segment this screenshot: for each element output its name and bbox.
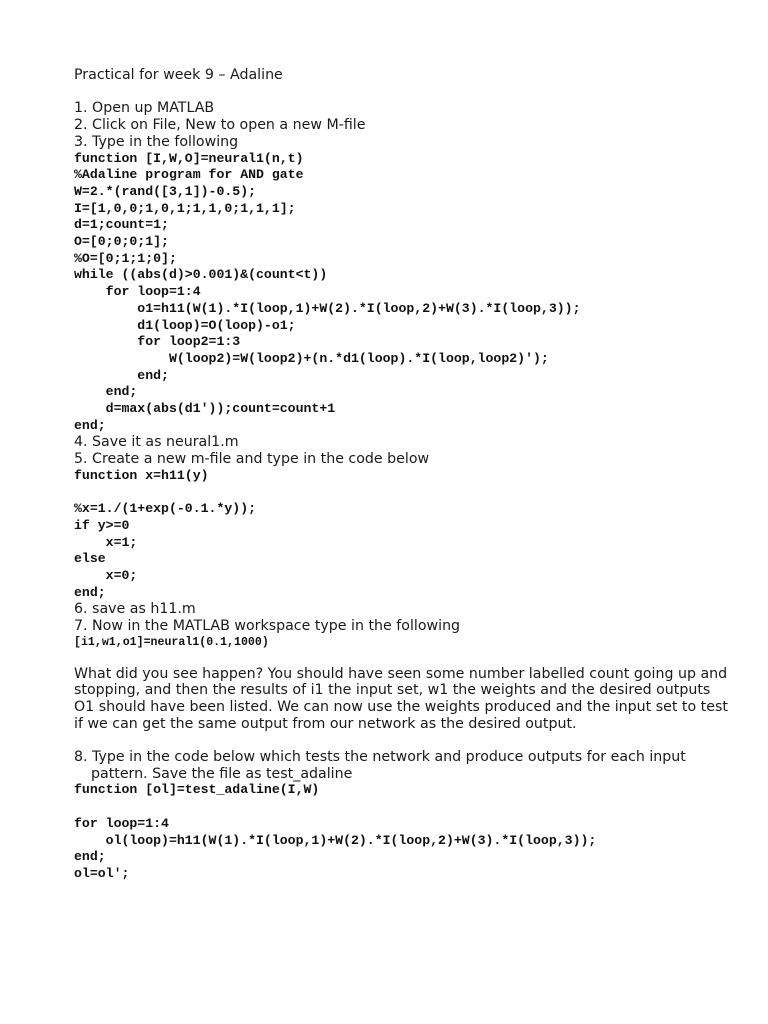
code-line: %x=1./(1+exp(-0.1.*y));	[74, 501, 257, 517]
code-line: for loop=1:4	[74, 815, 169, 831]
code-line: end;	[74, 384, 138, 400]
code-line: d=max(abs(d1'));count=count+1	[74, 401, 336, 417]
document-title: Practical for week 9 – Adaline	[74, 67, 283, 83]
code-line: for loop2=1:3	[74, 334, 241, 350]
code-line: end;	[74, 367, 169, 383]
code-line: o1=h11(W(1).*I(loop,1)+W(2).*I(loop,2)+W(3).*I(loop,3));	[74, 300, 581, 316]
code-line: d1(loop)=O(loop)-o1;	[74, 317, 296, 333]
document-page	[74, 67, 734, 883]
code-line: I=[1,0,0;1,0,1;1,1,0;1,1,1];	[74, 200, 296, 216]
code-line: end;	[74, 584, 106, 600]
code-block-neural1	[74, 151, 734, 435]
code-line: else	[74, 551, 106, 567]
code-line: function [ol]=test_adaline(I,W)	[74, 782, 320, 798]
code-line: ol=ol';	[74, 865, 130, 881]
step-2: 2. Click on File, New to open a new M-file	[74, 117, 366, 134]
code-line: x=1;	[74, 534, 138, 550]
spacer	[74, 732, 734, 749]
spacer	[74, 84, 734, 101]
code-line: end;	[74, 849, 106, 865]
code-line: if y>=0	[74, 517, 130, 533]
step-5: 5. Create a new m-file and type in the code below	[74, 451, 430, 468]
code-block-test-adaline	[74, 816, 734, 883]
spacer	[74, 652, 734, 666]
workspace-command: [i1,w1,o1]=neural1(0.1,1000)	[74, 635, 269, 649]
code-line: %O=[0;1;1;0];	[74, 250, 177, 266]
step-3: 3. Type in the following	[74, 133, 239, 150]
code-line: d=1;count=1;	[74, 217, 169, 233]
code-line: O=[0;0;0;1];	[74, 234, 169, 250]
code-line: end;	[74, 417, 106, 433]
code-line: %Adaline program for AND gate	[74, 167, 304, 183]
step-8: 8. Type in the code below which tests the network and produce outputs for each input pattern. Save the file as test_adaline	[74, 749, 686, 782]
code-line: W(loop2)=W(loop2)+(n.*d1(loop).*I(loop,loop2)');	[74, 350, 549, 366]
code-block-h11	[74, 501, 734, 601]
code-line: x=0;	[74, 568, 138, 584]
code-line: ol(loop)=h11(W(1).*I(loop,1)+W(2).*I(loop,2)+W(3).*I(loop,3));	[74, 832, 597, 848]
code-line: W=2.*(rand([3,1])-0.5);	[74, 183, 257, 199]
code-line: while ((abs(d)>0.001)&(count<t))	[74, 267, 328, 283]
spacer	[74, 485, 734, 502]
spacer	[74, 799, 734, 816]
code-line: function [I,W,O]=neural1(n,t)	[74, 150, 304, 166]
step-7: 7. Now in the MATLAB workspace type in the following	[74, 618, 461, 635]
code-line: for loop=1:4	[74, 284, 201, 300]
step-1: 1. Open up MATLAB	[74, 100, 215, 117]
explanation-paragraph: What did you see happen? You should have seen some number labelled count going up and stopping, and then the results of i1 the input set, w1 the weights and the desired outputs O1 should have been listed. We can now use the weights produced and the input set to test if we can get the same output from our network as the desired output.	[74, 665, 728, 732]
step-6: 6. save as h11.m	[74, 601, 196, 618]
step-4: 4. Save it as neural1.m	[74, 434, 239, 451]
code-line: function x=h11(y)	[74, 467, 209, 483]
